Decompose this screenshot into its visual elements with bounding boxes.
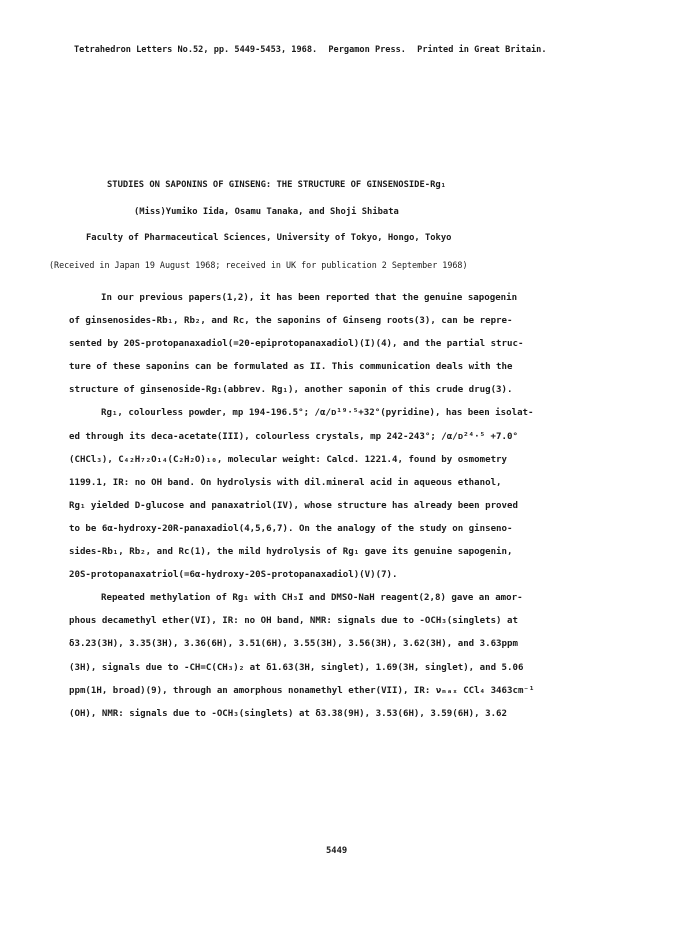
- body-line: (CHCl₃), C₄₂H₇₂O₁₄(C₂H₂O)₁₀, molecular weight: Calcd. 1221.4, found by osmometry: [69, 454, 507, 465]
- body-line: In our previous papers(1,2), it has been reported that the genuine sapogenin: [101, 293, 518, 303]
- body-line: (3H), signals due to -CH=C(CH₃)₂ at δ1.63(3H, singlet), 1.69(3H, singlet), and 5.06: [69, 662, 524, 673]
- article-body: [69, 287, 629, 726]
- body-line: structure of ginsenoside-Rg₁(abbrev. Rg₁), another saponin of this crude drug(3).: [69, 385, 513, 396]
- body-line: (OH), NMR: signals due to -OCH₃(singlets) at δ3.38(9H), 3.53(6H), 3.59(6H), 3.62: [69, 708, 507, 719]
- body-line: δ3.23(3H), 3.35(3H), 3.36(6H), 3.51(6H), 3.55(3H), 3.56(3H), 3.62(3H), and 3.63ppm: [69, 639, 518, 650]
- publisher: Pergamon Press.: [328, 45, 406, 55]
- body-line: sides-Rb₁, Rb₂, and Rc(1), the mild hydrolysis of Rg₁ gave its genuine sapogenin,: [69, 547, 513, 558]
- article-authors: (Miss)Yumiko Iida, Osamu Tanaka, and Shoji Shibata: [134, 207, 399, 217]
- body-line: Rg₁, colourless powder, mp 194-196.5°; /α/ᴅ¹⁹·⁵+32°(pyridine), has been isolat-: [101, 408, 534, 419]
- body-line: ture of these saponins can be formulated as II. This communication deals with the: [69, 362, 513, 373]
- body-line: 1199.1, IR: no OH band. On hydrolysis with dil.mineral acid in aqueous ethanol,: [69, 477, 502, 488]
- page-number: 5449: [326, 846, 348, 856]
- body-line: of ginsenosides-Rb₁, Rb₂, and Rc, the saponins of Ginseng roots(3), can be repre-: [69, 316, 513, 327]
- running-header: [74, 45, 634, 55]
- body-line: phous decamethyl ether(VI), IR: no OH band, NMR: signals due to -OCH₃(singlets) at: [69, 616, 518, 627]
- article-title: STUDIES ON SAPONINS OF GINSENG: THE STRUCTURE OF GINSENOSIDE-Rg₁: [107, 180, 446, 190]
- body-line: ppm(1H, broad)(9), through an amorphous nonamethyl ether(VII), IR: νₘₐₓ CCl₄ 3463cm⁻¹: [69, 685, 535, 696]
- received-dates: (Received in Japan 19 August 1968; received in UK for publication 2 September 1968): [49, 260, 468, 270]
- article-affiliation: Faculty of Pharmaceutical Sciences, University of Tokyo, Hongo, Tokyo: [86, 233, 452, 243]
- printed-in: Printed in Great Britain.: [417, 45, 547, 55]
- body-line: sented by 20S-protopanaxadiol(=20-epiprotopanaxadiol)(I)(4), and the partial struc-: [69, 339, 524, 350]
- body-line: Rg₁ yielded D-glucose and panaxatriol(IV), whose structure has already been proved: [69, 500, 518, 511]
- body-line: Repeated methylation of Rg₁ with CH₃I and DMSO-NaH reagent(2,8) gave an amor-: [101, 593, 523, 604]
- body-line: to be 6α-hydroxy-20R-panaxadiol(4,5,6,7). On the analogy of the study on ginseno-: [69, 523, 513, 534]
- journal-citation: Tetrahedron Letters No.52, pp. 5449-5453, 1968.: [74, 45, 318, 55]
- body-line: 20S-protopanaxatriol(=6α-hydroxy-20S-protopanaxadiol)(V)(7).: [69, 570, 398, 581]
- body-line: ed through its deca-acetate(III), colourless crystals, mp 242-243°; /α/ᴅ²⁴·⁵ +7.0°: [69, 431, 518, 442]
